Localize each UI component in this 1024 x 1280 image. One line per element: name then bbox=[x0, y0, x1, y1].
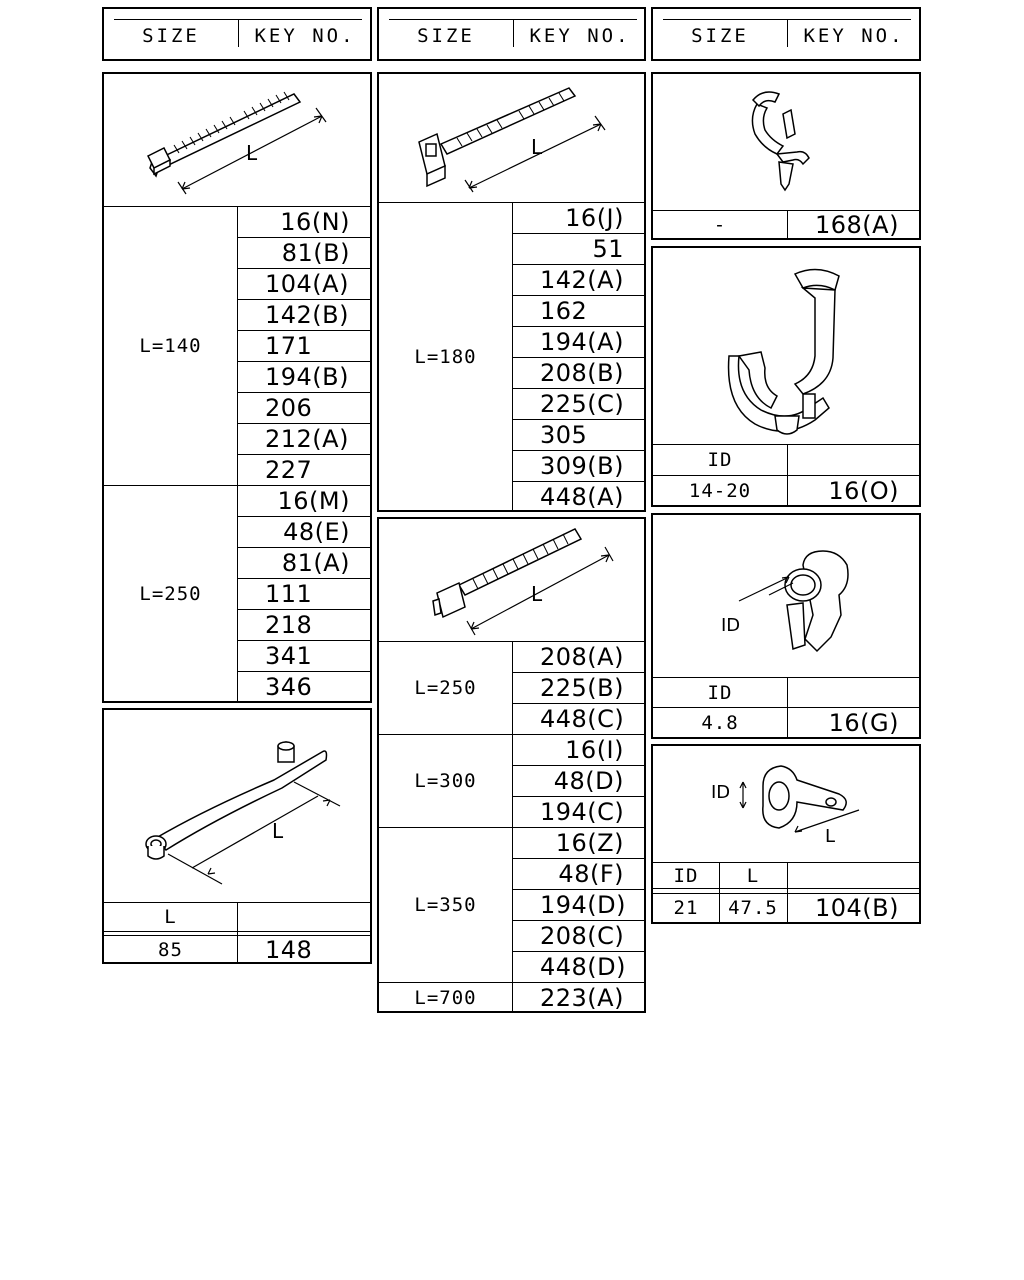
key-cell: 346 bbox=[265, 672, 313, 701]
size-cell: L=180 bbox=[414, 346, 477, 368]
cable-tie-b-panel bbox=[377, 72, 646, 512]
key-cell: 212(A) bbox=[265, 424, 349, 453]
key-header: KEY NO. bbox=[254, 25, 356, 47]
key-cell: 208(C) bbox=[540, 921, 625, 950]
key-cell: 142(A) bbox=[540, 265, 624, 294]
header-col1 bbox=[102, 7, 372, 61]
key-header: KEY NO. bbox=[803, 25, 905, 47]
clip-b-key: 16(O) bbox=[828, 476, 899, 505]
clip-c-drawing bbox=[653, 515, 919, 677]
key-cell: 448(D) bbox=[540, 952, 627, 981]
clip-d-id: 21 bbox=[673, 897, 699, 919]
clip-d-drawing bbox=[653, 746, 919, 862]
key-cell: 194(A) bbox=[540, 327, 624, 356]
key-cell: 208(A) bbox=[540, 642, 624, 671]
strap-key: 148 bbox=[265, 936, 313, 964]
key-cell: 305 bbox=[540, 420, 588, 449]
clip-d-col-header-id: ID bbox=[673, 864, 699, 887]
size-header: SIZE bbox=[691, 25, 749, 47]
key-cell: 104(A) bbox=[265, 269, 349, 298]
size-cell: L=700 bbox=[414, 986, 477, 1009]
key-cell: 16(I) bbox=[565, 735, 624, 764]
dim-l-label: L bbox=[825, 826, 836, 847]
key-cell: 194(B) bbox=[265, 362, 349, 391]
clip-d-panel bbox=[651, 744, 921, 924]
key-cell: 448(C) bbox=[540, 704, 625, 733]
cable-tie-a-panel bbox=[102, 72, 372, 703]
clip-b-drawing bbox=[653, 248, 919, 444]
strap-size: 85 bbox=[158, 939, 183, 961]
header-col2 bbox=[377, 7, 646, 61]
size-cell: L=250 bbox=[414, 676, 477, 699]
key-cell: 194(C) bbox=[540, 797, 625, 826]
key-cell: 227 bbox=[265, 455, 313, 484]
key-cell: 81(A) bbox=[281, 548, 350, 577]
key-cell: 162 bbox=[540, 296, 588, 325]
key-cell: 206 bbox=[265, 393, 313, 422]
key-cell: 208(B) bbox=[540, 358, 624, 387]
key-cell: 48(F) bbox=[558, 859, 624, 888]
size-header: SIZE bbox=[142, 25, 200, 47]
key-cell: 341 bbox=[265, 641, 313, 670]
clip-a-key: 168(A) bbox=[815, 211, 899, 239]
key-cell: 223(A) bbox=[540, 983, 624, 1012]
key-cell: 171 bbox=[265, 331, 313, 360]
strap-drawing bbox=[104, 710, 370, 902]
key-cell: 48(D) bbox=[553, 766, 624, 795]
key-cell: 225(B) bbox=[540, 673, 624, 702]
key-cell: 448(A) bbox=[540, 482, 624, 511]
dim-l-label: L bbox=[531, 582, 543, 606]
key-cell: 16(N) bbox=[280, 207, 350, 236]
dim-l-label: L bbox=[272, 819, 284, 843]
key-cell: 309(B) bbox=[540, 451, 624, 480]
dim-l-label: L bbox=[531, 135, 543, 159]
size-cell: L=250 bbox=[139, 582, 202, 605]
clip-a-size: - bbox=[713, 214, 727, 236]
clip-c-key: 16(G) bbox=[828, 708, 899, 737]
clip-d-key: 104(B) bbox=[815, 894, 899, 922]
size-cell: L=300 bbox=[414, 769, 477, 792]
size-header: SIZE bbox=[417, 25, 475, 47]
dim-id-label: ID bbox=[721, 615, 741, 636]
clip-d-l: 47.5 bbox=[728, 897, 778, 919]
cable-tie-b-drawing bbox=[379, 74, 644, 202]
clip-b-size: 14-20 bbox=[688, 479, 752, 502]
clip-b-col-header: ID bbox=[707, 449, 733, 471]
dim-id-label: ID bbox=[711, 782, 731, 803]
header-col3 bbox=[651, 7, 921, 61]
key-cell: 51 bbox=[592, 234, 624, 263]
key-cell: 111 bbox=[265, 579, 313, 608]
clip-c-panel bbox=[651, 513, 921, 739]
clip-b-panel bbox=[651, 246, 921, 507]
cable-tie-c-drawing bbox=[379, 519, 644, 641]
size-cell: L=140 bbox=[139, 334, 202, 357]
clip-a-drawing bbox=[653, 74, 919, 210]
key-cell: 218 bbox=[265, 610, 313, 639]
strap-panel bbox=[102, 708, 372, 964]
size-cell: L=350 bbox=[414, 893, 477, 916]
key-cell: 48(E) bbox=[283, 517, 350, 546]
key-cell: 81(B) bbox=[281, 238, 350, 267]
key-cell: 16(M) bbox=[277, 486, 350, 515]
dim-l-label: L bbox=[246, 141, 258, 165]
key-header: KEY NO. bbox=[529, 25, 631, 47]
clip-c-col-header: ID bbox=[707, 681, 733, 704]
strap-col-header: L bbox=[164, 906, 177, 928]
cable-tie-c-panel bbox=[377, 517, 646, 1013]
clip-c-size: 4.8 bbox=[701, 711, 739, 734]
key-cell: 142(B) bbox=[265, 300, 349, 329]
cable-tie-a-drawing bbox=[104, 74, 370, 206]
key-cell: 16(Z) bbox=[555, 828, 624, 857]
key-cell: 194(D) bbox=[540, 890, 627, 919]
key-cell: 16(J) bbox=[565, 203, 624, 232]
clip-a-panel bbox=[651, 72, 921, 240]
clip-d-col-header-l: L bbox=[746, 864, 760, 887]
key-cell: 225(C) bbox=[540, 389, 625, 418]
